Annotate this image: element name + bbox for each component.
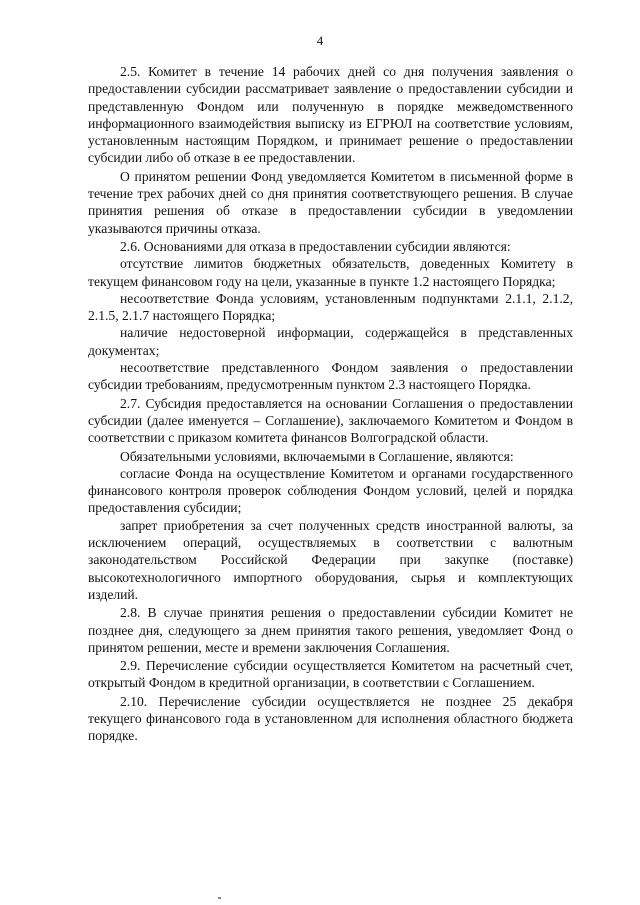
paragraph-2-5: 2.5. Комитет в течение 14 рабочих дней со дня получения заявления о предоставлении субсидии рассматривает заявление о предоставлении субсидии и представленную Фондом или полученную в порядке межведомственного информационного взаимодействия выписку из ЕГРЮЛ на соответствие условиям, установленным настоящим Порядком, и принимает решение о предоставлении субсидии либо об отказе в ее предоставлении. xyxy=(88,64,573,166)
mandatory-condition-item: запрет приобретения за счет полученных средств иностранной валюты, за исключением операций, осуществляемых в соответствии с валютным законодательством Российской Федерации при закупке (поставке) высокотехнологичного импортного оборудования, сырья и комплектующих изделий. xyxy=(88,517,573,602)
paragraph-2-6: 2.6. Основаниями для отказа в предоставлении субсидии являются: xyxy=(120,238,511,254)
refusal-reason-item: отсутствие лимитов бюджетных обязательств, доведенных Комитету в текущем финансовом году на цели, указанные в пункте 1.2 настоящего Порядка; xyxy=(88,256,573,289)
document-body xyxy=(88,63,573,745)
mandatory-condition-item: согласие Фонда на осуществление Комитетом и органами государственного финансового контроля проверок соблюдения Фондом условий, целей и порядка предоставления субсидии; xyxy=(88,465,573,516)
page-number: 4 xyxy=(316,33,324,48)
paragraph-2-7: 2.7. Субсидия предоставляется на основании Соглашения о предоставлении субсидии (далее именуется – Соглашение), заключаемого Комитетом и Фондом в соответствии с приказом комитета финансов Волгоградской области. xyxy=(88,395,573,446)
paragraph-mandatory-conditions: Обязательными условиями, включаемыми в Соглашение, являются: xyxy=(120,448,514,464)
scan-mark xyxy=(218,897,221,899)
refusal-reason-item: наличие недостоверной информации, содержащейся в представленных документах; xyxy=(88,325,573,358)
paragraph-2-8: 2.8. В случае принятия решения о предоставлении субсидии Комитет не позднее дня, следующего за днем принятия такого решения, уведомляет Фонд о принятом решении, месте и времени заключения Соглашения. xyxy=(88,605,573,655)
paragraph-decision-notice: О принятом решении Фонд уведомляется Комитетом в письменной форме в течение трех рабочих дней со дня принятия соответствующего решения. В случае принятия решения об отказе в предоставлении субсидии в уведомлении указываются причины отказа. xyxy=(88,168,573,236)
refusal-reason-item: несоответствие представленного Фондом заявления о предоставлении субсидии требованиям, предусмотренным пунктом 2.3 настоящего Порядка. xyxy=(88,360,573,393)
refusal-reason-item: несоответствие Фонда условиям, установленным подпунктами 2.1.1, 2.1.2, 2.1.5, 2.1.7 настоящего Порядка; xyxy=(88,290,573,324)
paragraph-2-9: 2.9. Перечисление субсидии осуществляется Комитетом на расчетный счет, открытый Фондом в кредитной организации, в соответствии с Соглашением. xyxy=(88,658,573,691)
paragraph-2-10: 2.10. Перечисление субсидии осуществляется не позднее 25 декабря текущего финансового года в установленном для исполнения областного бюджета порядке. xyxy=(88,693,573,744)
